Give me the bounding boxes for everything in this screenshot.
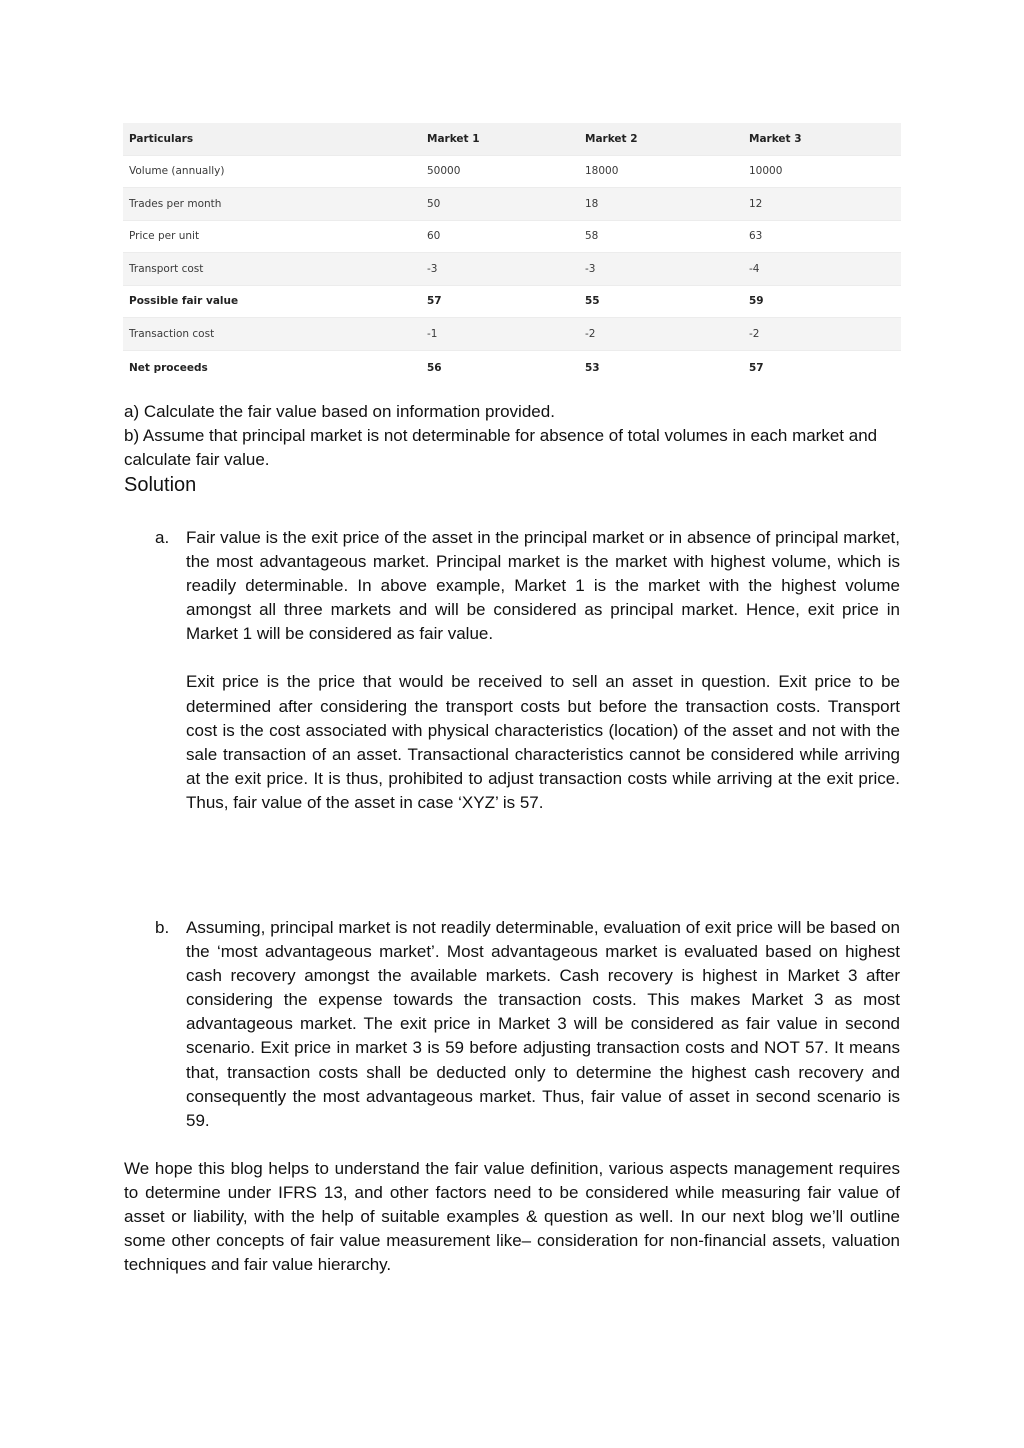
cell-market-3: 63 [743,220,901,253]
cell-market-3: -4 [743,253,901,286]
header-market-1: Market 1 [421,123,579,155]
list-marker: a. [155,528,170,547]
table-header-row [123,123,901,155]
answer-paragraph: Assuming, principal market is not readily determinable, evaluation of exit price will be based on the ‘most advantageous market’. Most advantageous market is evaluated based on highest cash recovery amongst the available markets. Cash recovery is highest in Market 3 after considering the expense towards the transaction costs. This makes Market 3 as most advantageous market. The exit price in Market 3 will be considered as fair value in second scenario. Exit price in market 3 is 59 before adjusting transaction costs and NOT 57. It means that, transaction costs shall be deducted only to determine the highest cash recovery and consequently the most advantageous market. Thus, fair value of asset in second scenario is 59. [186,918,900,1130]
cell-market-1: 57 [421,285,579,318]
questions-block [124,400,900,472]
row-label: Transport cost [123,253,421,286]
cell-market-2: 18 [579,188,743,221]
table-row [123,318,901,351]
closing-paragraph: We hope this blog helps to understand the fair value definition, various aspects management requires to determine under IFRS 13, and other factors need to be considered while measuring fair value of asset or liability, with the help of suitable examples & question as well. In our next blog we’ll outline some other concepts of fair value measurement like– consideration for non-financial assets, valuation techniques and fair value hierarchy. [124,1159,900,1275]
cell-market-1: 60 [421,220,579,253]
answer-a [124,526,900,815]
row-label: Volume (annually) [123,155,421,188]
table-row [123,253,901,286]
row-label: Price per unit [123,220,421,253]
table-row [123,285,901,318]
list-marker: b. [155,918,170,937]
table-row [123,155,901,188]
cell-market-3: 57 [749,361,764,374]
market-comparison-table [123,123,901,385]
solution-heading: Solution [124,474,197,496]
row-label: Trades per month [123,188,421,221]
table-row [123,220,901,253]
cell-market-3: 12 [743,188,901,221]
cell-market-2: 18000 [579,155,743,188]
answer-paragraph: Fair value is the exit price of the asset in the principal market or in absence of principal market, the most advantageous market. Principal market is the market with highest volume, which is readily determinable. In above example, Market 1 is the market with the highest volume amongst all three markets and will be considered as principal market. Hence, exit price in Market 1 will be considered as fair value. [186,528,900,644]
cell-market-2: 53 [585,361,600,374]
row-label: Possible fair value [123,285,421,318]
cell-market-2: 55 [579,285,743,318]
cell-market-1: -3 [421,253,579,286]
header-market-2: Market 2 [579,123,743,155]
cell-market-3: 10000 [743,155,901,188]
cell-market-1: 50000 [421,155,579,188]
cell-market-2: -2 [579,318,743,351]
cell-market-2: 58 [579,220,743,253]
question-a: a) Calculate the fair value based on information provided. [124,402,555,421]
header-particulars: Particulars [123,123,421,155]
answer-b [124,916,900,1133]
answer-paragraph: Exit price is the price that would be received to sell an asset in question. Exit price to be determined after considering the transport costs but before the transaction costs. Transport cost is the cost associated with physical characteristics (location) of the asset and not with the sale transaction of an asset. Transactional characteristics cannot be considered while arriving at the exit price. It is thus, prohibited to adjust transaction costs while arriving at the exit price. Thus, fair value of the asset in case ‘XYZ’ is 57. [186,672,900,812]
header-market-3: Market 3 [743,123,901,155]
cell-market-3: 59 [743,285,901,318]
table-row [123,350,901,385]
question-b: b) Assume that principal market is not determinable for absence of total volumes in each market and calculate fair value. [124,426,878,469]
cell-market-3: -2 [743,318,901,351]
row-label: Transaction cost [123,318,421,351]
cell-market-2: -3 [579,253,743,286]
cell-market-1: -1 [421,318,579,351]
table-row [123,188,901,221]
cell-market-1: 56 [427,361,442,374]
cell-market-1: 50 [421,188,579,221]
row-label: Net proceeds [129,361,208,374]
